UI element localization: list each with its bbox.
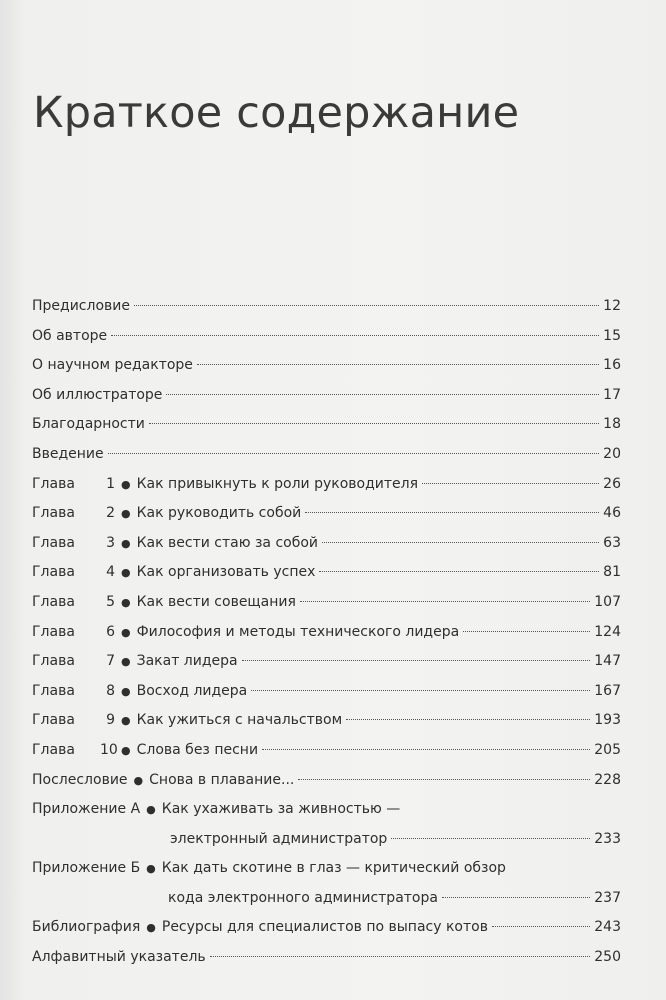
chapter-label: Глава — [32, 741, 75, 758]
entry-title: Ресурсы для специалистов по выпасу котов — [161, 919, 488, 936]
bullet-icon: ● — [121, 625, 131, 639]
page-number: 147 — [594, 653, 621, 670]
toc-entry-about-illustrator — [32, 381, 621, 411]
page-title: Краткое содержание — [33, 88, 520, 138]
chapter-label: Глава — [32, 682, 75, 699]
toc-entry-chapter-10 — [32, 736, 621, 766]
entry-title-line1: Как дать скотине в глаз — критический обзор — [161, 860, 506, 877]
toc-entry-index — [32, 943, 621, 973]
dot-leader — [210, 956, 591, 957]
page-number: 16 — [603, 357, 621, 374]
toc-entry-acknowledgements — [32, 410, 621, 440]
chapter-label: Глава — [32, 593, 75, 610]
bullet-icon: ● — [121, 684, 131, 698]
dot-leader — [391, 838, 590, 839]
entry-title: Об авторе — [32, 327, 108, 344]
page-number: 63 — [603, 534, 621, 551]
bullet-icon: ● — [133, 773, 144, 787]
entry-label: Послесловие — [32, 771, 128, 788]
chapter-title: Как вести совещания — [136, 593, 296, 610]
page-number: 237 — [594, 889, 621, 906]
dot-leader — [305, 512, 599, 513]
page-number: 243 — [594, 919, 621, 936]
bullet-icon: ● — [121, 536, 131, 550]
chapter-label: Глава — [32, 534, 75, 551]
chapter-label: Глава — [32, 564, 75, 581]
chapter-number: 3 — [106, 534, 115, 551]
dot-leader — [422, 483, 599, 484]
toc-entry-chapter-9 — [32, 706, 621, 736]
toc-entry-chapter-2 — [32, 499, 621, 529]
dot-leader — [166, 394, 599, 395]
chapter-title: Как ужиться с начальством — [136, 712, 343, 729]
chapter-number: 9 — [106, 712, 115, 729]
chapter-label: Глава — [32, 653, 75, 670]
toc-entry-appendix-b — [32, 854, 621, 913]
dot-leader — [262, 749, 590, 750]
entry-label: Приложение Б — [32, 860, 141, 877]
chapter-title: Восход лидера — [136, 682, 248, 699]
page-number: 17 — [603, 386, 621, 403]
toc-entry-chapter-4 — [32, 558, 621, 588]
dot-leader — [346, 719, 590, 720]
page-number: 107 — [594, 593, 621, 610]
chapter-number: 6 — [106, 623, 115, 640]
page-number: 233 — [594, 830, 621, 847]
dot-leader — [242, 660, 591, 661]
chapter-title: Закат лидера — [136, 653, 238, 670]
dot-leader — [197, 364, 599, 365]
dot-leader — [442, 897, 590, 898]
bullet-icon: ● — [121, 477, 131, 491]
toc-entry-introduction — [32, 440, 621, 470]
chapter-label: Глава — [32, 505, 75, 522]
chapter-number: 2 — [106, 505, 115, 522]
entry-title: Об иллюстраторе — [32, 386, 163, 403]
chapter-number: 5 — [106, 593, 115, 610]
dot-leader — [149, 423, 599, 424]
page-number: 15 — [603, 327, 621, 344]
dot-leader — [322, 542, 599, 543]
page-number: 250 — [594, 949, 621, 966]
entry-title-line1: Как ухаживать за живностью — — [161, 801, 401, 818]
page-number: 46 — [603, 505, 621, 522]
chapter-title: Философия и методы технического лидера — [136, 623, 460, 640]
toc-entry-about-author — [32, 322, 621, 352]
toc-entry-afterword — [32, 766, 621, 796]
entry-label: Приложение А — [32, 801, 141, 818]
chapter-label: Глава — [32, 475, 75, 492]
chapter-number: 8 — [106, 682, 115, 699]
entry-title: Благодарности — [32, 416, 145, 433]
toc-entry-chapter-5 — [32, 588, 621, 618]
dot-leader — [111, 335, 599, 336]
chapter-number: 1 — [106, 475, 115, 492]
page-number: 228 — [594, 771, 621, 788]
bullet-icon: ● — [121, 714, 131, 728]
bullet-icon: ● — [121, 566, 131, 580]
bullet-icon: ● — [146, 921, 156, 935]
page-number: 12 — [603, 298, 621, 314]
toc-entry-chapter-1 — [32, 470, 621, 500]
page-number: 193 — [594, 712, 621, 729]
chapter-label: Глава — [32, 623, 75, 640]
page-number: 167 — [594, 682, 621, 699]
page-number: 18 — [603, 416, 621, 433]
dot-leader — [134, 305, 599, 306]
dot-leader — [300, 601, 590, 602]
chapter-title: Слова без песни — [136, 741, 259, 758]
bullet-icon: ● — [146, 862, 156, 876]
page-number: 20 — [603, 445, 621, 462]
entry-label: Библиография — [32, 919, 141, 936]
page-number: 205 — [594, 741, 621, 758]
entry-title: Снова в плавание... — [149, 771, 295, 788]
bullet-icon: ● — [121, 595, 131, 609]
chapter-title: Как руководить собой — [136, 505, 302, 522]
toc-entry-about-editor — [32, 351, 621, 381]
chapter-number: 7 — [106, 653, 115, 670]
toc-entry-chapter-7 — [32, 647, 621, 677]
bullet-icon: ● — [121, 743, 131, 757]
bullet-icon: ● — [146, 803, 156, 817]
entry-title-line2: электронный администратор — [170, 830, 388, 847]
dot-leader — [492, 926, 590, 927]
dot-leader — [298, 779, 590, 780]
page-number: 124 — [594, 623, 621, 640]
toc-entry-chapter-6 — [32, 618, 621, 648]
chapter-number: 4 — [106, 564, 115, 581]
bullet-icon: ● — [121, 507, 131, 521]
page-number: 81 — [603, 564, 621, 581]
chapter-title: Как вести стаю за собой — [136, 534, 319, 551]
page-number: 26 — [603, 475, 621, 492]
entry-title: Предисловие — [32, 298, 130, 314]
entry-title: О научном редакторе — [32, 357, 193, 374]
dot-leader — [319, 571, 599, 572]
dot-leader — [251, 690, 590, 691]
entry-title: Введение — [32, 445, 104, 462]
dot-leader — [463, 631, 590, 632]
toc-entry-preface — [32, 292, 621, 322]
table-of-contents — [32, 292, 621, 973]
bullet-icon: ● — [121, 655, 131, 669]
entry-title-line2: кода электронного администратора — [168, 889, 438, 906]
toc-entry-chapter-8 — [32, 677, 621, 707]
toc-entry-chapter-3 — [32, 529, 621, 559]
toc-entry-appendix-a — [32, 795, 621, 854]
dot-leader — [108, 453, 600, 454]
chapter-label: Глава — [32, 712, 75, 729]
chapter-number: 10 — [100, 741, 118, 758]
toc-entry-bibliography — [32, 913, 621, 943]
chapter-title: Как привыкнуть к роли руководителя — [136, 475, 419, 492]
entry-title: Алфавитный указатель — [32, 949, 206, 966]
chapter-title: Как организовать успех — [136, 564, 316, 581]
